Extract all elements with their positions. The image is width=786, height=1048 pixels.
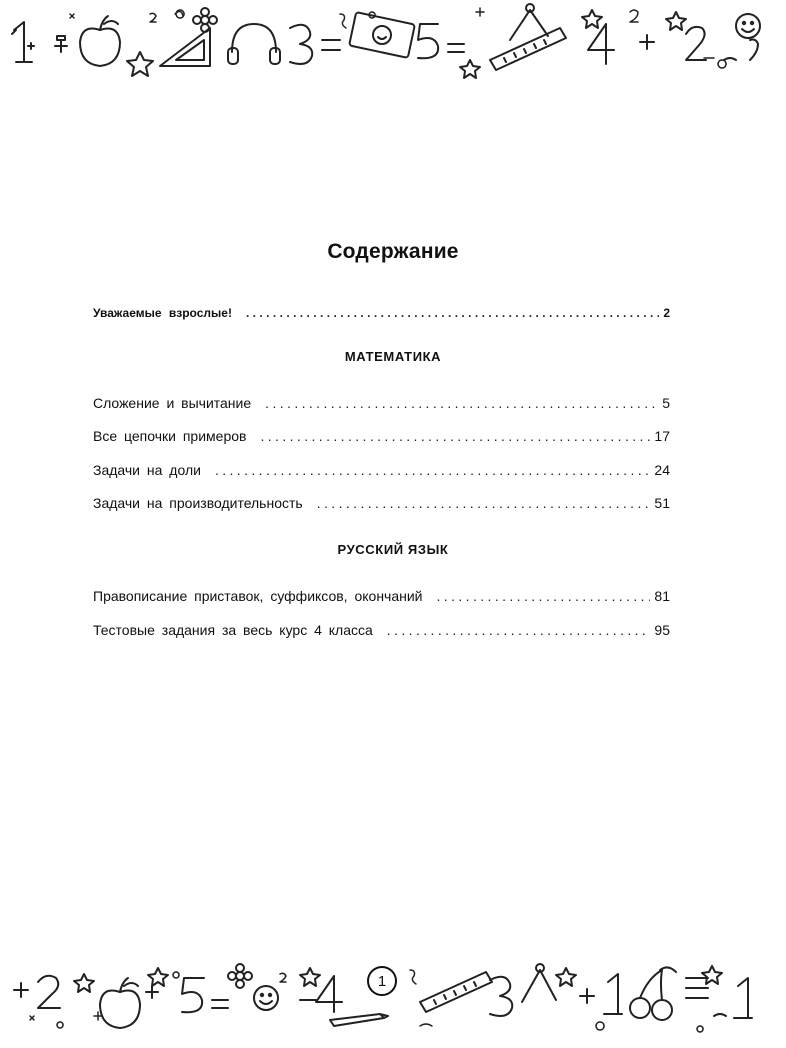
toc-label: Задачи на производительность: [93, 495, 303, 511]
toc-leader-dots: [246, 306, 659, 320]
toc-row-intro[interactable]: [93, 306, 670, 326]
section-heading-russian: РУССКИЙ ЯЗЫК: [337, 542, 449, 557]
toc-row[interactable]: [93, 428, 670, 448]
toc-page-number: 17: [654, 428, 670, 444]
page-number-badge: 1: [367, 966, 397, 996]
toc-row[interactable]: [93, 395, 670, 415]
toc-label: Задачи на доли: [93, 462, 201, 478]
ruler-icon: [490, 28, 566, 70]
toc-page-number: 81: [654, 588, 670, 604]
section-heading-math: МАТЕМАТИКА: [344, 349, 442, 364]
toc-page-number: 2: [663, 306, 670, 320]
compass-icon: [510, 4, 548, 40]
cherries-icon: [630, 967, 676, 1020]
headphones-icon: [228, 24, 280, 64]
toc-row[interactable]: [93, 622, 670, 642]
toc-row[interactable]: [93, 462, 670, 482]
triangle-ruler-icon: [160, 28, 210, 66]
toc-label: Уважаемые взрослые!: [93, 306, 232, 320]
toc-row[interactable]: [93, 495, 670, 515]
flower-icon: [193, 8, 217, 32]
toc-label: Тестовые задания за весь курс 4 класса: [93, 622, 373, 638]
toc-page-number: 24: [654, 462, 670, 478]
toc-leader-dots: [317, 495, 651, 511]
top-doodle-border: [0, 0, 786, 80]
apple-icon: [100, 978, 140, 1028]
toc-row[interactable]: [93, 588, 670, 608]
toc-label: Сложение и вычитание: [93, 395, 252, 411]
toc-label: Правописание приставок, суффиксов, окончаний: [93, 588, 423, 604]
star-icon: [74, 966, 722, 992]
toc-label: Все цепочки примеров: [93, 428, 247, 444]
smiley-icon: [736, 14, 760, 38]
toc-leader-dots: [387, 622, 651, 638]
banknote-icon: [349, 12, 415, 58]
apple-icon: [80, 16, 120, 66]
smiley-icon: [254, 986, 278, 1010]
flower-icon: [228, 964, 252, 988]
bottom-doodle-border: [0, 956, 786, 1048]
toc-leader-dots: [437, 588, 651, 604]
page-title: Содержание: [327, 240, 459, 263]
toc-leader-dots: [215, 462, 650, 478]
compass-icon: [522, 964, 556, 1002]
toc-page-number: 51: [654, 495, 670, 511]
toc-page-number: 95: [654, 622, 670, 638]
toc-leader-dots: [260, 428, 650, 444]
pencil-icon: [330, 1014, 388, 1026]
toc-leader-dots: [265, 395, 658, 411]
ruler-icon: [420, 972, 492, 1012]
toc-page-number: 5: [662, 395, 670, 411]
